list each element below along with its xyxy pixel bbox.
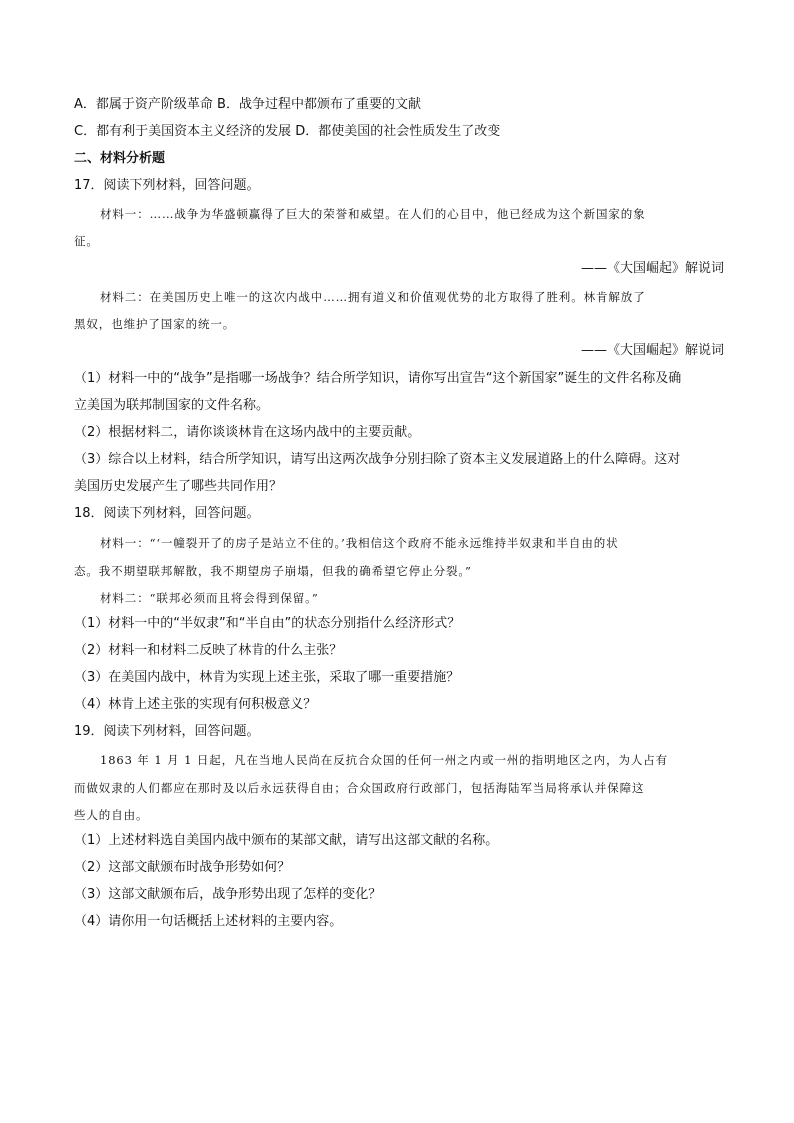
q17-material-1-line-1: 材料一：……战争为华盛顿赢得了巨大的荣誉和威望。在人们的心目中，他已经成为这个新国家的象 [100,207,646,221]
q19-material-line-2: 而做奴隶的人们都应在那时及以后永远获得自由；合众国政府行政部门，包括海陆军当局将承认并保障这 [74,781,645,795]
section-heading: 二、材料分析题 [74,151,166,166]
q19-sub-4: （4）请你用一句话概括上述材料的主要内容。 [74,914,343,929]
q19-sub-1: （1）上述材料选自美国内战中颁布的某部文献，请写出这部文献的名称。 [74,833,499,848]
question-19-title: 19．阅读下列材料，回答问题。 [74,724,260,739]
q17-material-2-line-2: 黑奴，也维护了国家的统一。 [74,317,236,331]
q18-sub-1: （1）材料一中的“半奴隶”和“半自由”的状态分别指什么经济形式？ [74,616,461,631]
q18-material-2: 材料二：“联邦必须而且将会得到保留。” [100,591,319,605]
q18-sub-4: （4）林肯上述主张的实现有何积极意义？ [74,697,317,712]
q17-sub-3-line-1: （3）综合以上材料，结合所学知识，请写出这两次战争分别扫除了资本主义发展道路上的什么障碍。这对 [74,452,681,467]
q18-material-1-line-1: 材料一：“‘一幢裂开了的房子是站立不住的。’我相信这个政府不能永远维持半奴隶和半自由的状 [100,536,619,550]
q17-material-2-line-1: 材料二：在美国历史上唯一的这次内战中……拥有道义和价值观优势的北方取得了胜利。林肯解放了 [100,290,646,304]
q17-material-1-line-2: 征。 [74,234,99,248]
q19-material-line-1: 1863 年 1 月 1 日起，凡在当地人民尚在反抗合众国的任何一州之内或一州的指明地区之内，为人占有 [100,753,669,767]
q17-sub-1-line-1: （1）材料一中的“战争”是指哪一场战争？结合所学知识，请你写出宣告“这个新国家”诞生的文件名称及确 [74,371,682,386]
q18-sub-3: （3）在美国内战中，林肯为实现上述主张，采取了哪一重要措施？ [74,670,460,685]
q17-sub-1-line-2: 立美国为联邦制国家的文件名称。 [74,398,270,413]
q18-material-1-line-2: 态。我不期望联邦解散，我不期望房子崩塌，但我的确希望它停止分裂。” [74,564,472,578]
q17-material-2-source: ——《大国崛起》解说词 [580,343,724,358]
q17-sub-3-line-2: 美国历史发展产生了哪些共同作用？ [74,479,283,494]
q18-sub-2: （2）材料一和材料二反映了林肯的什么主张？ [74,643,343,658]
question-17-title: 17．阅读下列材料，回答问题。 [74,178,260,193]
q17-sub-2: （2）根据材料二，请你谈谈林肯在这场内战中的主要贡献。 [74,425,421,440]
option-c-d: C．都有利于美国资本主义经济的发展 D．都使美国的社会性质发生了改变 [74,124,501,139]
question-18-title: 18．阅读下列材料，回答问题。 [74,506,260,521]
q19-sub-2: （2）这部文献颁布时战争形势如何？ [74,860,291,875]
option-a-b: A．都属于资产阶级革命 B．战争过程中都颁布了重要的文献 [74,97,421,112]
q19-material-line-3: 些人的自由。 [74,808,149,822]
q17-material-1-source: ——《大国崛起》解说词 [580,261,724,276]
q19-sub-3: （3）这部文献颁布后，战争形势出现了怎样的变化？ [74,887,382,902]
